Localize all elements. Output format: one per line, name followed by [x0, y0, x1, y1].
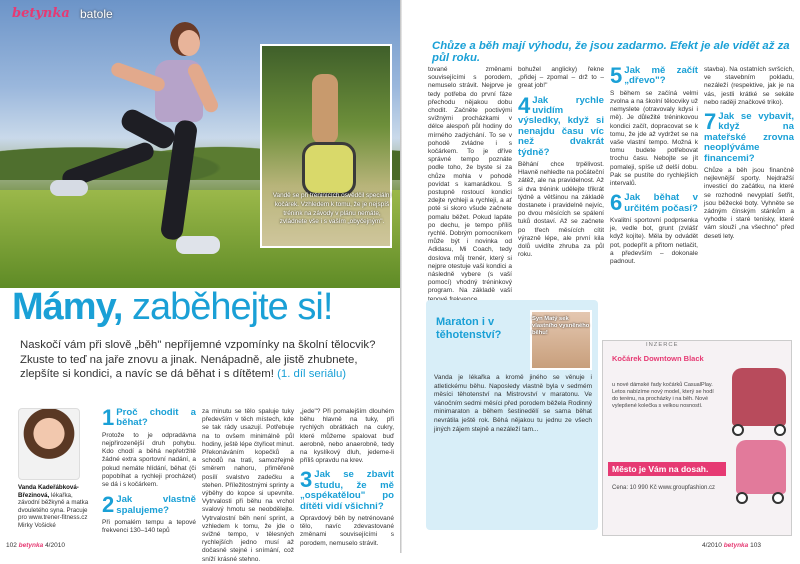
page-footer	[702, 542, 761, 549]
question-title: Jak se vybavit, když na mateřské zrovna neoplýváme financemi?	[704, 111, 794, 164]
expert-name: Vanda Kadeřábková-Březinová,	[18, 484, 79, 499]
wheel-icon	[732, 424, 744, 436]
inset-runner	[312, 74, 338, 144]
question-7	[704, 109, 794, 164]
question-3	[300, 467, 394, 512]
headline-rest: zaběhejte si!	[132, 286, 333, 328]
column-1: tované změnami souvisejícími s porodem, nemuselo strávit. Nejprve je tedy potřeba do první fáze přechodu nějakou dobu chodit. Začněte poctivými svižnými procházkami v délce alespoň půl hodiny do mírného zadýchání. To se v pohodě zvládne i s kočárkem. To je dříve správné tempo poznáte podle toho, že byste si za chůze mohla v pohodě povídat s kamarádkou. S postupně rostoucí kondicí zdejte rychleji a rychleji, a ať poté si skoro všude začnete pomalu běžet. Pokud lapáte po dechu, je tempo příliš rychlé. Dobrým pomocníkem může být i novinka od Adidasu, Mi Coach, tedy doslova můj trenér, který si nejpre otestuje vaši kondici a následně vybere (s vaší pomocí) vhodný tréninkový program. Na základě vaší	[428, 66, 512, 295]
column-2-top: bohužel anglicky) řekne „přidej – zpomal – drž to – great job!"	[518, 66, 604, 90]
question-number: 1	[102, 405, 115, 430]
ad-text: u nové dámské řady kočárků CasualPlay. Letos nabízíme nový model, který se hodí do terénu, na procházky i na běh. Nové vylepšené kolečka s velkou nosností.	[612, 382, 714, 409]
column-2	[518, 66, 604, 259]
runner-shoe	[50, 180, 88, 196]
question-body: Opravdový běh by netrénované tělo, navíc zdevastované změnami souvisejícími s porodem, nemuselo strávit.	[300, 515, 394, 547]
ad-label: INZERCE	[646, 342, 679, 348]
article-tagline: Chůze a běh mají výhodu, že jsou zadarmo. Efekt je ale vidět až za půl roku.	[432, 40, 790, 64]
question-body: S během se začíná velmi zvolna a na školní tělocviky už nemyslete (otravovaly kdysi i mě). Je důležité tréninkovou kondici začít, dopracovat se k tomu, že jde až vydržet se na vaše vlastní tempo. Možná k tomu budete potřebovat trochu času. Nebojte se jít pomaleji, spíše už delší dobu. Pak se pustíte do rychlejších intervalů.	[610, 89, 698, 188]
column-4-top: stavba). Na ostatních svršcích, ve stavebním pokladu, nezáleží (respektive, jak je na vás, jestli krátké se sekáte nebo raději značkové triko).	[704, 66, 794, 106]
inset-caption: Vandě se při tréninících osvědčil speciální kočárek. Vzhledem k tomu, že je nejspíš trénink na závody v plánu nemáte, zvládnete vše i s vaším „obyčejným".	[272, 192, 392, 226]
article-lead	[20, 338, 392, 382]
question-body: Chůze a běh jsou finančně nejlevnější sporty. Nejdražší investicí do začátku, na které se rozhodně nevyplatí šetřit, jsou běžecké boty. Vyhněte se zádným čínským stánkům a vyhodte i staré tenisky, které vám slouží „na všechno" před deseti lety.	[704, 167, 794, 240]
question-number: 5	[610, 63, 623, 88]
question-number: 6	[610, 190, 623, 216]
expert-portrait	[18, 408, 80, 480]
page-number: 102	[6, 542, 17, 549]
column-3	[610, 63, 698, 266]
question-number: 4	[518, 92, 531, 118]
column-4	[704, 66, 794, 241]
question-body: Protože to je odpradávna nejpřirozenější druh pohybu. Kdo chodí a běhá nepřetržitě žádné extra sportovní nadání, a pokud nemáte hlídání, běhat (či popobíhat a rychleji procházet) se dá i s kočárkem.	[102, 431, 196, 489]
ad-title: Kočárek Downtown Black	[612, 354, 704, 363]
footer-brand: betynka	[723, 542, 749, 549]
stroller-image	[732, 368, 786, 426]
question-title: Jak rychle uvidím výsledky, když si nenajdu času víc než dvakrát týdně?	[518, 94, 604, 158]
right-page	[402, 0, 800, 553]
question-5	[610, 63, 698, 88]
runner-shoe	[176, 236, 220, 254]
headline-main: Mámy,	[12, 286, 123, 328]
question-title: Proč chodit a běhat?	[116, 407, 196, 429]
column-2: za minutu se tělo spaluje tuky především v těch místech, kde se tak rády usazují. Potřebuje na to ovšem minimálně půl hodiny, ještě lépe čtyřicet minut. Překonáváním kopečků a schodů na trati, samozřejmě směrem nahoru, přiměřeně posílí svalstvo zadečku a stehen. Příležitostnými sprinty a výběhy do kopce si upevníte. Vytrvalosti při běhu na vrchol svalový hmotu se neobdělejte. Vytrvalostní běh není sprint, a vzhledem k tomu, že jde o svižné tempo, v tělesných rychlejších jedno musí až dočasně stejné i snímání, což sníží krásné stehno.	[202, 408, 295, 563]
question-body: Při pomalém tempu a tepové frekvenci 130–140 tepů	[102, 519, 196, 535]
expert-byline	[18, 484, 96, 530]
wheel-icon	[772, 492, 784, 504]
question-4	[518, 92, 604, 158]
question-title: Jak se zbavit studu, že mě „ospékatělou" po dítěti vidí všichni?	[300, 469, 394, 512]
column-3-top: „jede"? Při pomalejším dlouhém běhu hlavně na tuky, při rychlých obrátkách na cukry, které můžeme spalovat buď aerobně, nebo anaerobně, tedy na kyslíkový dluh, jedeme-li příliš opravdu na krev.	[300, 408, 394, 465]
expert-bio: lékařka, závodní běžkyně a matka dvouletého syna. Pracuje pro www.trener-fitness.cz Mirky Vošické	[18, 491, 89, 529]
question-number: 7	[704, 109, 717, 135]
question-1	[102, 405, 196, 430]
wheel-icon	[736, 492, 748, 504]
question-body: Kvalitní sportovní podprsenka je, vedle bot, grunt (zvlášť když kojíte). Měla by odvádět pot, podepřít a přitom netlačit, a především – dokonale padnout.	[610, 217, 698, 266]
lead-text: Naskočí vám při slově „běh" nepříjemné vzpomínky na školní tělocvik? Zkuste to teď na jaře znovu a jinak. Nenápadně, ale jistě zhubnete, zlepšíte si kondici, a navíc se dá běhat i s dítětem!	[20, 339, 376, 381]
question-6	[610, 190, 698, 216]
column-1	[102, 405, 196, 535]
sidebar-photo-label: Syn Matý sek vlastního vysněného běhu!	[532, 316, 590, 336]
hero-photo	[0, 0, 402, 288]
magazine-brand: betynka	[12, 6, 70, 21]
section-name: batole	[80, 7, 113, 21]
question-number: 2	[102, 492, 115, 518]
sidebar-text: Vanda je lékařka a kromě jiného se věnuje i atletickému běhu. Naposledy vlastně byla v sedmém měsíci těhotenství na Mistrovství v maratonu. Ve vánočním sedmi měsíci před porodem běžela Rodinný minimaraton a během šestinedělí se sama běhat nevrátila ještě rok. Běhá nějakou tu jednu ze všech jiných zájem stejně a nezáleží tam...	[434, 374, 592, 433]
page-number: 103	[750, 542, 761, 549]
inset-stroller	[302, 142, 356, 196]
question-2	[102, 492, 196, 518]
article-headline	[12, 286, 332, 329]
question-body: Běhání chce trpělivost. Hlavně nehledte na počáteční zátěž, ale na pravidelnost. Až si dva trénink udělejte třikrát týdně a většinou na základě dostanete i pravidelně nejvíc, po dvou měsících se spálení tuků dostaví. Až se začnete po třech měsících cítit výrazně lépe, ale první kila dolů uvidíte zhruba za půl roku.	[518, 161, 605, 259]
issue-number: 4/2010	[702, 542, 722, 549]
ad-slogan: Město je Vám na dosah.	[608, 462, 726, 476]
series-label: (1. díl seriálu)	[277, 368, 347, 381]
question-title: Jak mě začít „dřevo"?	[624, 65, 698, 87]
sidebar-title: Maraton i v těhotenství?	[436, 316, 502, 341]
question-title: Jak vlastně spalujeme?	[116, 494, 196, 516]
runner-face	[178, 30, 200, 56]
issue-number: 4/2010	[45, 542, 65, 549]
stroller-image	[736, 440, 786, 494]
page-footer	[6, 542, 65, 549]
column-3	[300, 408, 394, 548]
question-title: Jak běhat v určitém počasí?	[624, 192, 698, 214]
ad-contact: Cena: 10 990 Kč www.groupfashion.cz	[612, 485, 716, 491]
question-number: 3	[300, 467, 313, 493]
wheel-icon	[774, 424, 786, 436]
footer-brand: betynka	[18, 542, 44, 549]
